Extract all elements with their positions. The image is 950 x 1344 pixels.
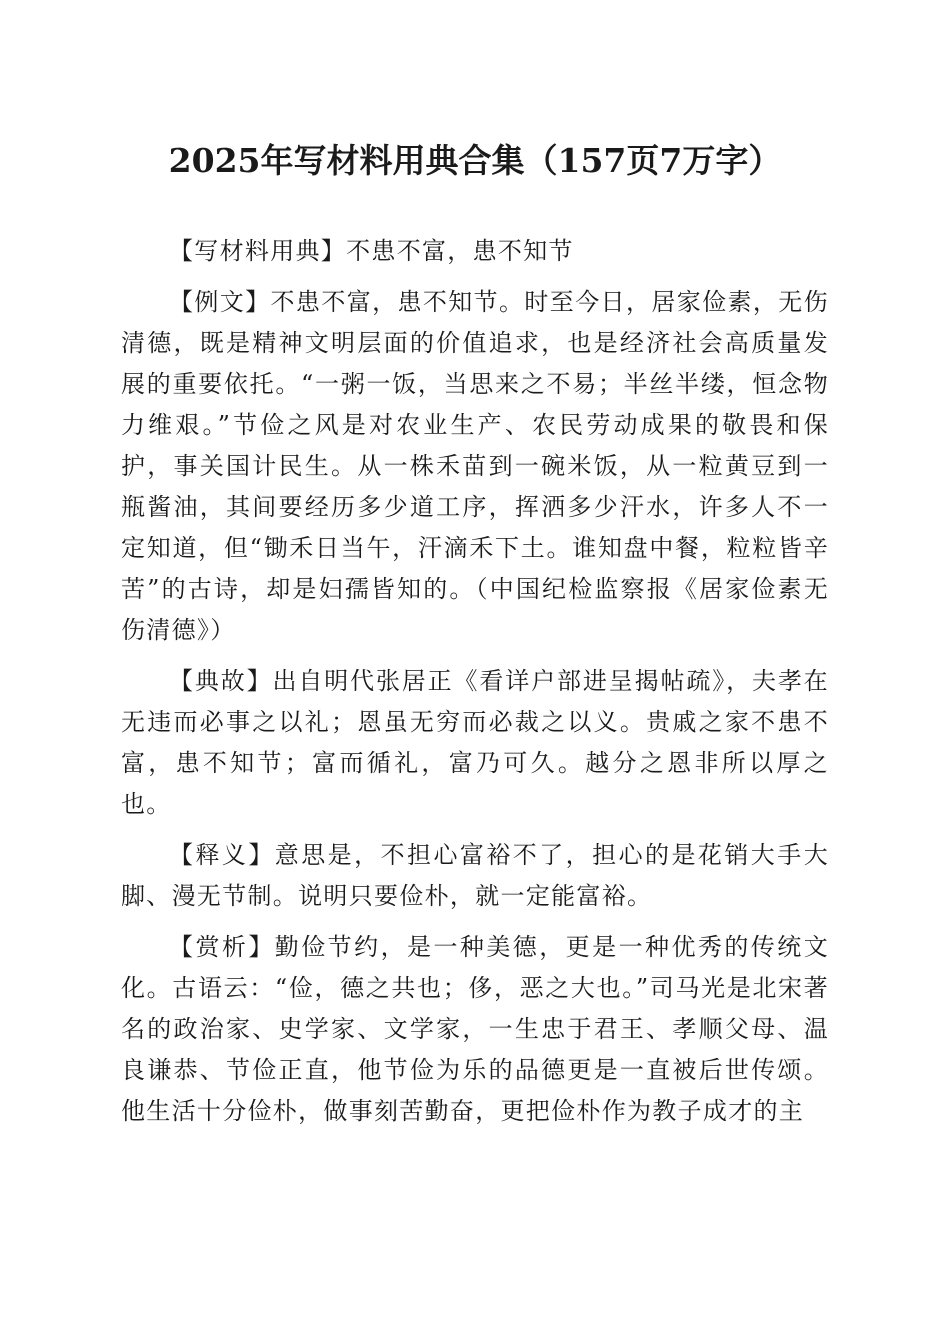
meaning-paragraph: 【释义】意思是，不担心富裕不了，担心的是花销大手大脚、漫无节制。说明只要俭朴，就一定能富裕。 <box>121 841 829 910</box>
heading-paragraph: 【写材料用典】不患不富，患不知节 <box>169 237 574 265</box>
document-title: 2025年写材料用典合集（157页7万字） <box>168 141 782 180</box>
document-body <box>121 231 829 1142</box>
appreciation-paragraph: 【赏析】勤俭节约，是一种美德，更是一种优秀的传统文化。古语云：“俭，德之共也；侈，恶之大也。”司马光是北宋著名的政治家、史学家、文学家，一生忠于君王、孝顺父母、温良谦恭、节俭正直，他节俭为乐的品德更是一直被后世传颂。他生活十分俭朴，做事刻苦勤奋，更把俭朴作为教子成才的主 <box>121 933 829 1125</box>
example-paragraph: 【例文】不患不富，患不知节。时至今日，居家俭素，无伤清德，既是精神文明层面的价值追求，也是经济社会高质量发展的重要依托。“一粥一饭，当思来之不易；半丝半缕，恒念物力维艰。”节俭之风是对农业生产、农民劳动成果的敬畏和保护，事关国计民生。从一株禾苗到一碗米饭，从一粒黄豆到一瓶酱油，其间要经历多少道工序，挥洒多少汗水，许多人不一定知道，但“锄禾日当午，汗滴禾下土。谁知盘中餐，粒粒皆辛苦”的古诗，却是妇孺皆知的。（中国纪检监察报《居家俭素无伤清德》） <box>121 288 829 644</box>
allusion-paragraph: 【典故】出自明代张居正《看详户部进呈揭帖疏》，夫孝在无违而必事之以礼；恩虽无穷而必裁之以义。贵戚之家不患不富，患不知节；富而循礼，富乃可久。越分之恩非所以厚之也。 <box>121 667 829 818</box>
